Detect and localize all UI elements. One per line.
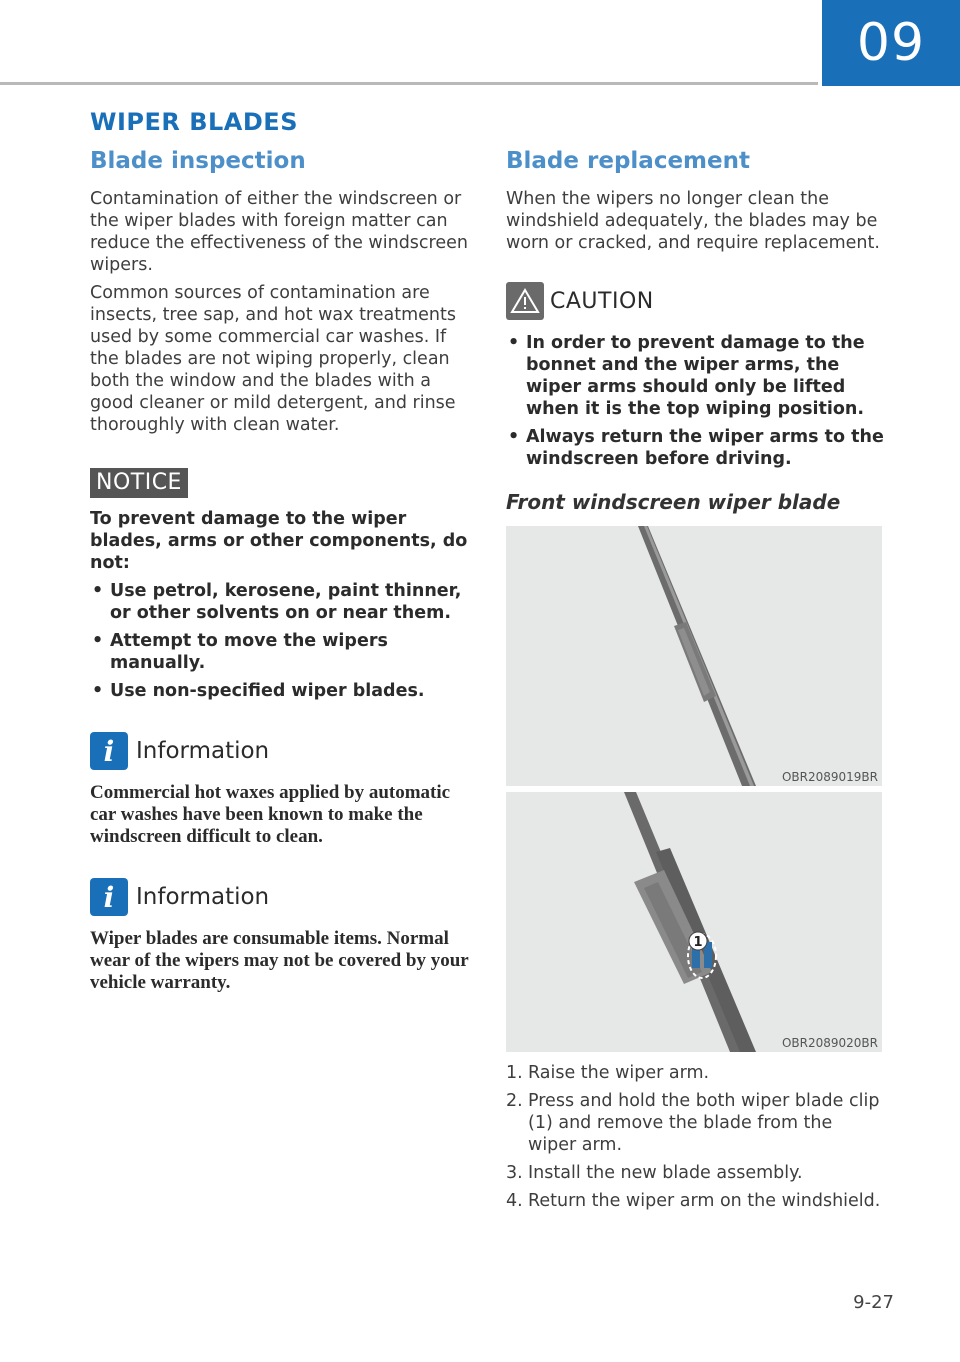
step-item: 2. Press and hold the both wiper blade clip (1) and remove the blade from the wiper arm. xyxy=(506,1091,880,1155)
caution-header xyxy=(506,282,886,320)
info-text-2: Wiper blades are consumable items. Normal wear of the wipers may not be covered by your vehicle warranty. xyxy=(90,928,469,993)
wiper-clip-illustration xyxy=(506,792,882,1052)
caution-item: • Always return the wiper arms to the windscreen before driving. xyxy=(506,426,886,470)
info-icon: i xyxy=(90,732,128,770)
caution-list xyxy=(506,332,886,470)
header-rule xyxy=(0,82,818,85)
info-title: Information xyxy=(136,738,270,764)
notice-item: • Attempt to move the wipers manually. xyxy=(90,630,470,674)
info-header-2 xyxy=(90,878,470,916)
warning-triangle-icon xyxy=(506,282,544,320)
step-item: 1. Raise the wiper arm. xyxy=(506,1063,710,1083)
left-column xyxy=(90,146,470,994)
right-column xyxy=(506,146,886,1218)
notice-item: • Use non-specified wiper blades. xyxy=(90,680,470,702)
caution-title: CAUTION xyxy=(550,288,654,314)
notice-item: • Use petrol, kerosene, paint thinner, or other solvents on or near them. xyxy=(90,580,470,624)
chapter-number: 09 xyxy=(856,13,926,73)
step-item: 4. Return the wiper arm on the windshield. xyxy=(506,1191,881,1211)
notice-label: NOTICE xyxy=(90,468,188,498)
wiper-blade-illustration xyxy=(506,526,882,786)
figure-code: OBR2089020BR xyxy=(781,1036,878,1050)
page-number: 9-27 xyxy=(853,1292,894,1313)
info-header-1 xyxy=(90,732,470,770)
notice-list xyxy=(90,580,470,702)
info-title: Information xyxy=(136,884,270,910)
figure-code: OBR2089019BR xyxy=(781,770,878,784)
blade-replacement-heading: Blade replacement xyxy=(506,148,750,174)
notice-intro: To prevent damage to the wiper blades, arms or other components, do not: xyxy=(90,509,468,573)
info-text-1: Commercial hot waxes applied by automatic car washes have been known to make the windscreen difficult to clean. xyxy=(90,782,451,847)
inspection-paragraph-1: Contamination of either the windscreen or the wiper blades with foreign matter can reduce the effectiveness of the windscreen wipers. xyxy=(90,189,468,275)
callout-number: 1 xyxy=(693,935,703,950)
figure-heading: Front windscreen wiper blade xyxy=(506,490,841,514)
info-icon: i xyxy=(90,878,128,916)
wiper-figure-1 xyxy=(506,526,882,786)
section-title: WIPER BLADES xyxy=(90,108,298,136)
replacement-steps xyxy=(506,1062,886,1212)
caution-item: • In order to prevent damage to the bonnet and the wiper arms, the wiper arms should only be lifted when it is the top wiping position. xyxy=(506,332,886,420)
replacement-paragraph: When the wipers no longer clean the windshield adequately, the blades may be worn or cracked, and require replacement. xyxy=(506,189,880,253)
inspection-paragraph-2: Common sources of contamination are insects, tree sap, and hot wax treatments used by some commercial car washes. If the blades are not wiping properly, clean both the window and the blades with a good cleaner or mild detergent, and rinse thoroughly with clean water. xyxy=(90,283,456,435)
wiper-figure-2 xyxy=(506,792,882,1052)
blade-inspection-heading: Blade inspection xyxy=(90,148,306,174)
step-item: 3. Install the new blade assembly. xyxy=(506,1163,803,1183)
chapter-tab xyxy=(822,0,960,86)
